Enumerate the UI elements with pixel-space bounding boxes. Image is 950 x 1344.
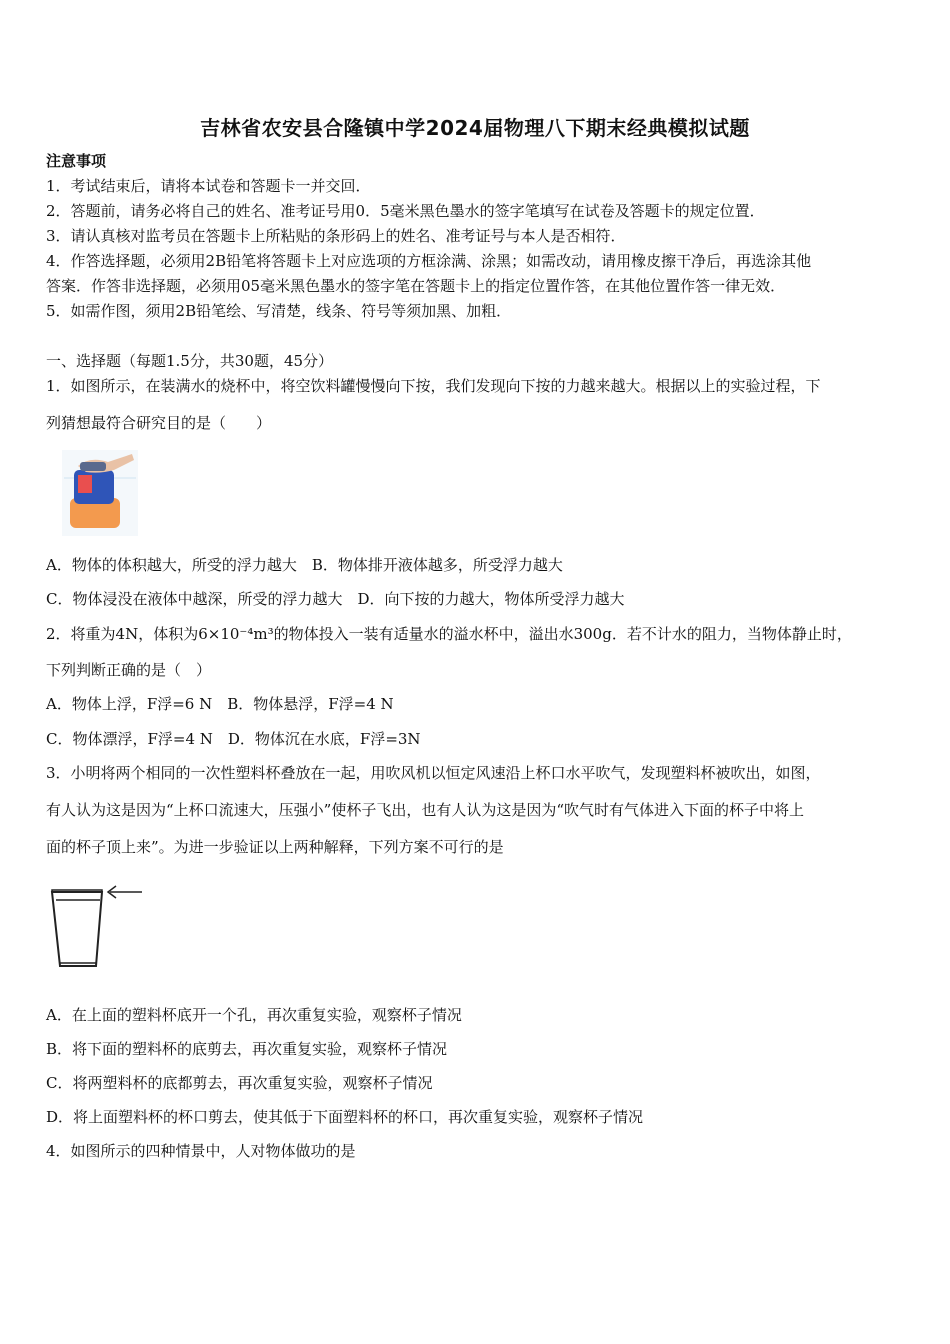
- can-top: [80, 462, 106, 471]
- page-title: 吉林省农安县合隆镇中学2024届物理八下期末经典模拟试题: [200, 116, 750, 140]
- question-3-option-d: D．将上面塑料杯的杯口剪去，使其低于下面塑料杯的杯口，再次重复实验，观察杯子情况: [46, 1108, 644, 1126]
- question-2-stem-cont: 下列判断正确的是（ ）: [46, 661, 212, 679]
- question-1-stem: 1．如图所示，在装满水的烧杯中，将空饮料罐慢慢向下按，我们发现向下按的力越来越大。根据以上的实验过程，下: [46, 377, 821, 395]
- question-3-stem-cont2: 面的杯子顶上来”。为进一步验证以上两种解释，下列方案不可行的是: [46, 838, 504, 856]
- question-1-stem-cont: 列猜想最符合研究目的是（ ）: [46, 414, 272, 432]
- question-1-options-cd: C．物体浸没在液体中越深，所受的浮力越大 D．向下按的力越大，物体所受浮力越大: [46, 590, 625, 608]
- section-heading: 一、选择题（每题1.5分，共30题，45分）: [46, 352, 334, 370]
- can-in-beaker-figure: [60, 448, 140, 538]
- notice-item: 答案．作答非选择题，必须用05毫米黑色墨水的签字笔在答题卡上的指定位置作答，在其他位置作答一律无效．: [46, 277, 786, 295]
- question-2-stem: 2．将重为4N，体积为6×10⁻⁴m³的物体投入一装有适量水的溢水杯中，溢出水300g．若不计水的阻力，当物体静止时，: [46, 625, 852, 643]
- question-4-stem: 4．如图所示的四种情景中，人对物体做功的是: [46, 1142, 356, 1160]
- question-3-option-b: B．将下面的塑料杯的底剪去，再次重复实验，观察杯子情况: [46, 1040, 448, 1058]
- question-3-option-a: A．在上面的塑料杯底开一个孔，再次重复实验，观察杯子情况: [46, 1006, 462, 1024]
- question-3-stem-cont: 有人认为这是因为“上杯口流速大，压强小”使杯子飞出，也有人认为这是因为“吹气时有气体进入下面的杯子中将上: [46, 801, 805, 819]
- notice-item: 4．作答选择题，必须用2B铅笔将答题卡上对应选项的方框涂满、涂黑；如需改动，请用橡皮擦干净后，再选涂其他: [46, 252, 812, 270]
- question-3-option-c: C．将两塑料杯的底都剪去，再次重复实验，观察杯子情况: [46, 1074, 433, 1092]
- question-1-options-ab: A．物体的体积越大，所受的浮力越大 B．物体排开液体越多，所受浮力越大: [46, 556, 563, 574]
- notice-heading: 注意事项: [46, 152, 107, 170]
- question-2-options-ab: A．物体上浮，F浮=6 N B．物体悬浮，F浮=4 N: [46, 695, 394, 713]
- stacked-cups-figure: [44, 880, 154, 980]
- notice-item: 3．请认真核对监考员在答题卡上所粘贴的条形码上的姓名、准考证号与本人是否相符．: [46, 227, 626, 245]
- question-3-stem: 3．小明将两个相同的一次性塑料杯叠放在一起，用吹风机以恒定风速沿上杯口水平吹气，发现塑料杯被吹出，如图，: [46, 764, 821, 782]
- question-2-options-cd: C．物体漂浮，F浮=4 N D．物体沉在水底，F浮=3N: [46, 730, 421, 748]
- notice-item: 5．如需作图，须用2B铅笔绘、写清楚，线条、符号等须加黑、加粗．: [46, 302, 512, 320]
- notice-item: 1．考试结束后，请将本试卷和答题卡一并交回．: [46, 177, 371, 195]
- notice-item: 2．答题前，请务必将自己的姓名、准考证号用0．5毫米黑色墨水的签字笔填写在试卷及答题卡的规定位置．: [46, 202, 765, 220]
- can-label: [78, 475, 92, 493]
- lower-cup-outline: [52, 892, 102, 966]
